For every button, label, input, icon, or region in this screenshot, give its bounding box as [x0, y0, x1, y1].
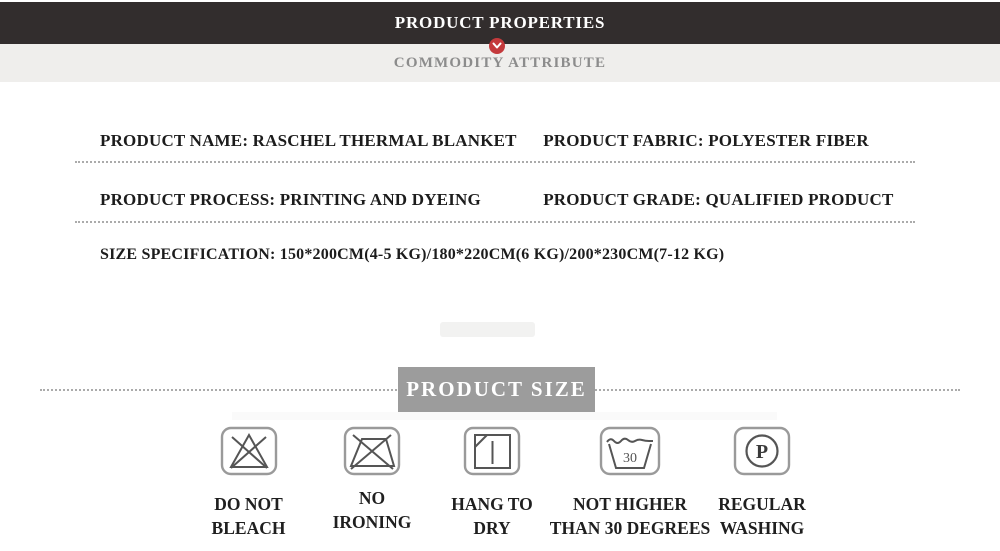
care-label-line2: BLEACH: [211, 518, 286, 538]
do-not-bleach-icon: [220, 426, 278, 476]
care-label-line1: NOT HIGHER: [573, 494, 687, 514]
care-label: [212, 492, 286, 540]
care-item-no-ironing: [311, 426, 433, 540]
no-ironing-icon: [343, 426, 401, 476]
product-size-title: PRODUCT SIZE: [406, 377, 587, 401]
table-row: [75, 120, 915, 163]
page-title: PRODUCT PROPERTIES: [394, 13, 606, 32]
watermark-smudge: [232, 412, 777, 420]
circle-p-letter: P: [755, 441, 769, 463]
attr-size-specification: SIZE SPECIFICATION: 150*200CM(4-5 KG)/180*220CM(6 KG)/200*230CM(7-12 KG): [100, 246, 725, 263]
attr-product-name: PRODUCT NAME: RASCHEL THERMAL BLANKET: [100, 130, 517, 150]
care-item-wash-30: [551, 426, 709, 540]
attr-product-process: PRODUCT PROCESS: PRINTING AND DYEING: [100, 189, 481, 209]
care-label: [550, 492, 710, 540]
care-label-line1: NO: [358, 488, 386, 508]
watermark-smudge: [440, 322, 535, 337]
table-row: [75, 235, 915, 275]
attr-product-grade: PRODUCT GRADE: QUALIFIED PRODUCT: [543, 189, 894, 209]
section-subtitle: COMMODITY ATTRIBUTE: [393, 54, 607, 71]
care-label-line2: IRONING: [332, 512, 412, 532]
hang-to-dry-icon: [463, 426, 521, 476]
care-label-line2: THAN 30 DEGREES: [549, 518, 711, 538]
care-label-line2: DRY: [473, 518, 511, 538]
care-label: [333, 486, 412, 534]
care-item-regular-washing: [709, 426, 815, 540]
care-label-line1: REGULAR: [718, 494, 806, 514]
table-row: [75, 178, 915, 223]
wash-temperature-value: 30: [623, 451, 637, 466]
care-symbols-row: [186, 426, 815, 540]
chevron-down-icon: [489, 38, 505, 54]
care-label-line1: HANG TO: [451, 494, 533, 514]
product-size-header: [398, 367, 595, 412]
care-item-do-not-bleach: [186, 426, 311, 540]
attr-product-fabric: PRODUCT FABRIC: POLYESTER FIBER: [543, 130, 869, 150]
wash-30-degrees-icon: [599, 426, 661, 476]
care-label-line1: DO NOT: [214, 494, 283, 514]
care-label-line2: WASHING: [719, 518, 805, 538]
care-label: [451, 492, 533, 540]
care-label: [718, 492, 806, 540]
care-item-hang-to-dry: [433, 426, 551, 540]
circle-p-washing-icon: [733, 426, 791, 476]
